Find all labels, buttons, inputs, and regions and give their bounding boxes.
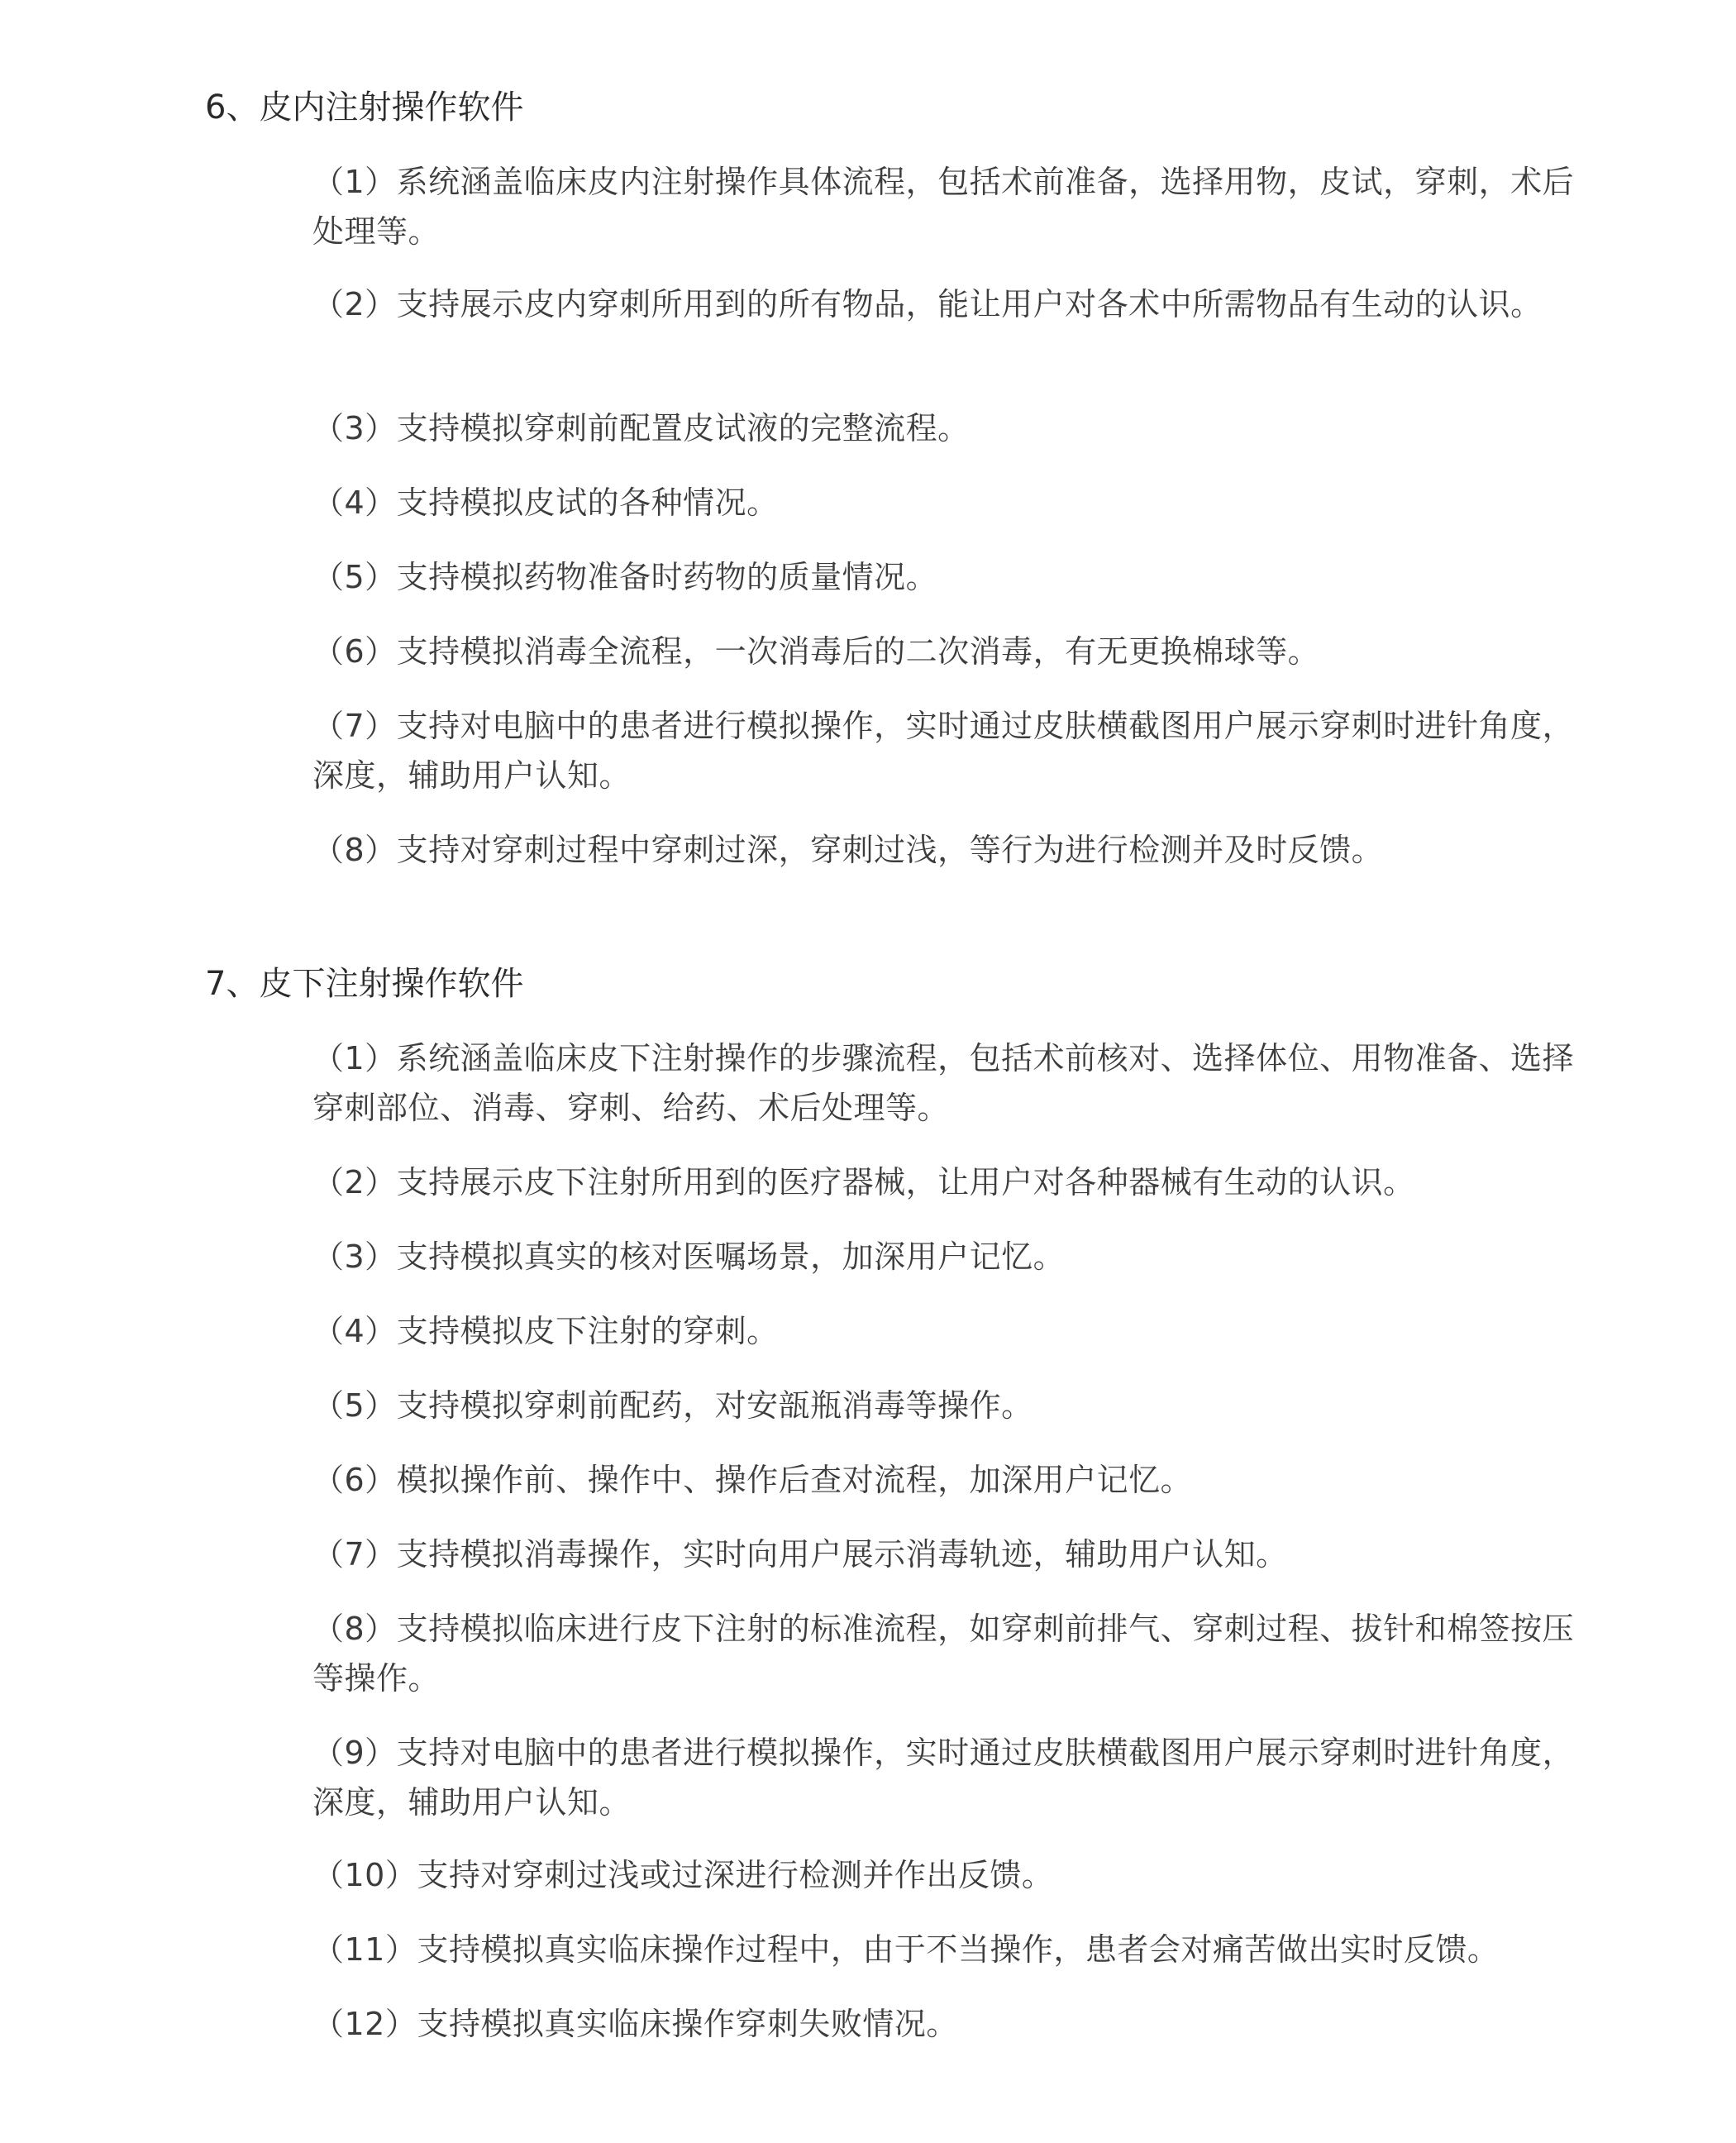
list-item: （1）系统涵盖临床皮内注射操作具体流程，包括术前准备，选择用物，皮试，穿刺，术后处理等。 xyxy=(312,164,1575,250)
list-item: （6）支持模拟消毒全流程，一次消毒后的二次消毒，有无更换棉球等。 xyxy=(312,633,1320,670)
list-item: （3）支持模拟真实的核对医嘱场景，加深用户记忆。 xyxy=(312,1239,1066,1275)
list-item: （2）支持展示皮内穿刺所用到的所有物品，能让用户对各术中所需物品有生动的认识。 xyxy=(312,286,1543,322)
list-item: （5）支持模拟药物准备时药物的质量情况。 xyxy=(312,559,938,595)
list-item: （4）支持模拟皮试的各种情况。 xyxy=(312,484,779,521)
list-item: （10）支持对穿刺过浅或过深进行检测并作出反馈。 xyxy=(312,1857,1054,1893)
list-item: （6）模拟操作前、操作中、操作后查对流程，加深用户记忆。 xyxy=(312,1462,1193,1498)
list-item: （7）支持模拟消毒操作，实时向用户展示消毒轨迹，辅助用户认知。 xyxy=(312,1536,1288,1573)
list-item: （12）支持模拟真实临床操作穿刺失败情况。 xyxy=(312,2006,958,2042)
list-item: （8）支持模拟临床进行皮下注射的标准流程，如穿刺前排气、穿刺过程、拔针和棉签按压等操作。 xyxy=(312,1611,1575,1697)
list-item: （11）支持模拟真实临床操作过程中，由于不当操作，患者会对痛苦做出实时反馈。 xyxy=(312,1931,1500,1968)
list-item: （2）支持展示皮下注射所用到的医疗器械，让用户对各种器械有生动的认识。 xyxy=(312,1164,1415,1200)
list-item: （5）支持模拟穿刺前配药，对安瓿瓶消毒等操作。 xyxy=(312,1387,1033,1424)
section-heading: 7、皮下注射操作软件 xyxy=(205,965,524,1003)
list-item: （4）支持模拟皮下注射的穿刺。 xyxy=(312,1313,779,1349)
list-item: （3）支持模拟穿刺前配置皮试液的完整流程。 xyxy=(312,410,970,446)
list-item: （8）支持对穿刺过程中穿刺过深，穿刺过浅，等行为进行检测并及时反馈。 xyxy=(312,832,1384,868)
list-item: （1）系统涵盖临床皮下注射操作的步骤流程，包括术前核对、选择体位、用物准备、选择穿刺部位、消毒、穿刺、给药、术后处理等。 xyxy=(312,1040,1575,1126)
list-item: （7）支持对电脑中的患者进行模拟操作，实时通过皮肤横截图用户展示穿刺时进针角度，深度，辅助用户认知。 xyxy=(312,708,1575,794)
list-item: （9）支持对电脑中的患者进行模拟操作，实时通过皮肤横截图用户展示穿刺时进针角度，深度，辅助用户认知。 xyxy=(312,1735,1575,1821)
section-heading: 6、皮内注射操作软件 xyxy=(205,88,524,126)
